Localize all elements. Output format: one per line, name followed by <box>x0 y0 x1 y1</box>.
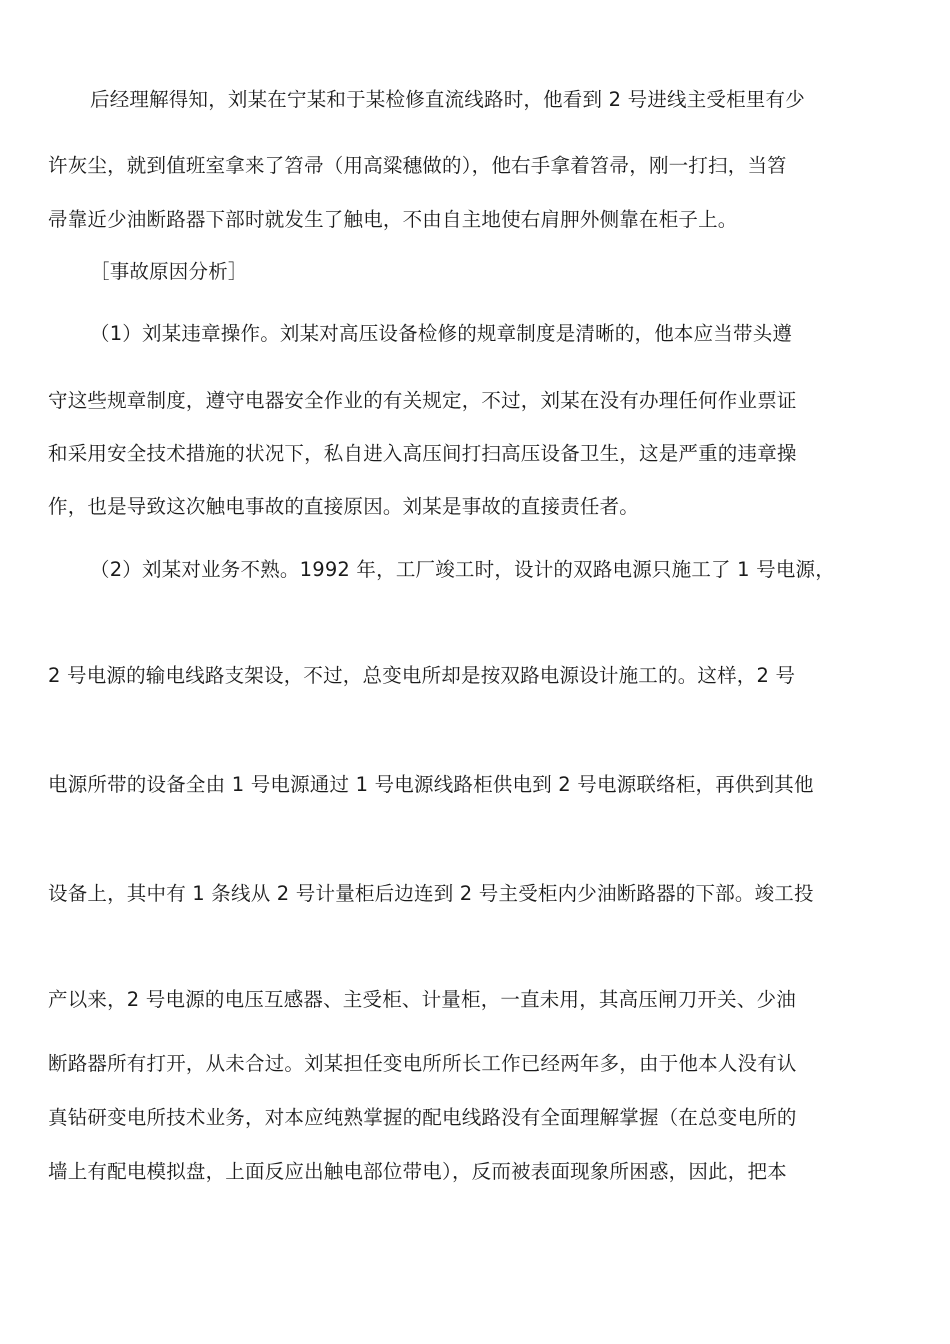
text-line: 墙上有配电模拟盘，上面反应出触电部位带电），反而被表面现象所困惑，因此，把本 <box>48 1160 787 1183</box>
text-line: 设备上，其中有 1 条线从 2 号计量柜后边连到 2 号主受柜内少油断路器的下部。竣工投 <box>48 882 814 905</box>
text-line: 作，也是导致这次触电事故的直接原因。刘某是事故的直接责任者。 <box>48 495 640 518</box>
text-line: 2 号电源的输电线路支架设，不过，总变电所却是按双路电源设计施工的。这样，2 号 <box>48 664 796 687</box>
text-line: （1）刘某违章操作。刘某对高压设备检修的规章制度是清晰的，他本应当带头遵 <box>90 322 793 345</box>
text-line: 后经理解得知，刘某在宁某和于某检修直流线路时，他看到 2 号进线主受柜里有少 <box>90 88 805 111</box>
text-line: （2）刘某对业务不熟。1992 年，工厂竣工时，设计的双路电源只施工了 1 号电源， <box>90 558 835 581</box>
text-line: 真钻研变电所技术业务，对本应纯熟掌握的配电线路没有全面理解掌握（在总变电所的 <box>48 1106 797 1129</box>
text-line: 产以来，2 号电源的电压互感器、主受柜、计量柜，一直未用，其高压闸刀开关、少油 <box>48 988 796 1011</box>
text-line: 许灰尘，就到值班室拿来了笤帚（用高粱穗做的），他右手拿着笤帚，刚一打扫，当笤 <box>48 154 787 177</box>
text-line: 守这些规章制度，遵守电器安全作业的有关规定，不过，刘某在没有办理任何作业票证 <box>48 389 797 412</box>
text-line: 和采用安全技术措施的状况下，私自进入高压间打扫高压设备卫生，这是严重的违章操 <box>48 442 797 465</box>
text-line: 断路器所有打开，从未合过。刘某担任变电所所长工作已经两年多，由于他本人没有认 <box>48 1052 797 1075</box>
text-line: 电源所带的设备全由 1 号电源通过 1 号电源线路柜供电到 2 号电源联络柜，再供到其他 <box>48 773 814 796</box>
section-heading: ［事故原因分析］ <box>90 260 248 283</box>
text-line: 帚靠近少油断路器下部时就发生了触电，不由自主地使右肩胛外侧靠在柜子上。 <box>48 208 738 231</box>
